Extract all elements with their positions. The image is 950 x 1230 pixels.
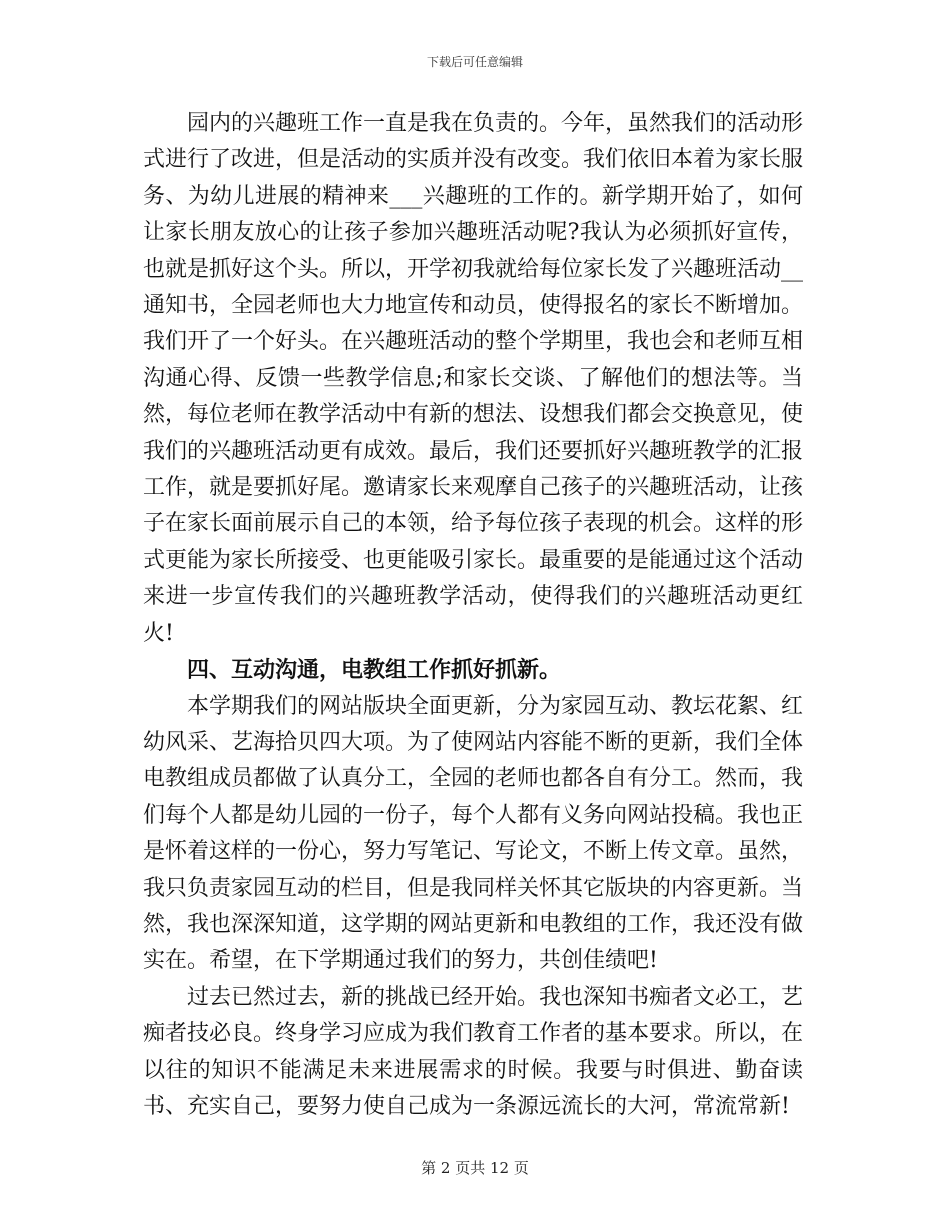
paragraph-website: 本学期我们的网站版块全面更新，分为家园互动、教坛花絮、红幼风采、艺海拾贝四大项。为了使网站内容能不断的更新，我们全体电教组成员都做了认真分工，全园的老师也都各自有分工。然而，我们每个人都是幼儿园的一份子，每个人都有义务向网站投稿。我也正是怀着这样的一份心，努力写笔记、写论文，不断上传文章。虽然，我只负责家园互动的栏目，但是我同样关怀其它版块的内容更新。当然，我也深深知道，这学期的网站更新和电教组的工作，我还没有做实在。希望，在下学期通过我们的努力，共创佳绩吧! <box>143 693 804 974</box>
paragraph-interest-class: 园内的兴趣班工作一直是我在负责的。今年，虽然我们的活动形式进行了改进，但是活动的实质并没有改变。我们依旧本着为家长服务、为幼儿进展的精神来___兴趣班的工作的。新学期开始了，如何让家长朋友放心的让孩子参加兴趣班活动呢?我认为必须抓好宣传，也就是抓好这个头。所以，开学初我就给每位家长发了兴趣班活动__通知书，全园老师也大力地宣传和动员，使得报名的家长不断增加。我们开了一个好头。在兴趣班活动的整个学期里，我也会和老师互相沟通心得、反馈一些教学信息;和家长交谈、了解他们的想法等。当然，每位老师在教学活动中有新的想法、设想我们都会交换意见，使我们的兴趣班活动更有成效。最后，我们还要抓好兴趣班教学的汇报工作，就是要抓好尾。邀请家长来观摩自己孩子的兴趣班活动，让孩子在家长面前展示自己的本领，给予每位孩子表现的机会。这样的形式更能为家长所接受、也更能吸引家长。最重要的是能通过这个活动来进一步宣传我们的兴趣班教学活动，使得我们的兴趣班活动更红火! <box>143 111 804 646</box>
document-body <box>143 106 803 1125</box>
page-header: 下载后可任意编辑 <box>426 55 523 69</box>
section-heading: 四、互动沟通，电教组工作抓好抓新。 <box>187 657 562 684</box>
page-number: 第 2 页共 12 页 <box>421 1159 529 1177</box>
paragraph-conclusion: 过去已然过去，新的挑战已经开始。我也深知书痴者文必工，艺痴者技必良。终身学习应成为我们教育工作者的基本要求。所以，在以往的知识不能满足未来进展需求的时候。我要与时俱进、勤奋读书、充实自己，要努力使自己成为一条源远流长的大河，常流常新! <box>143 984 804 1119</box>
